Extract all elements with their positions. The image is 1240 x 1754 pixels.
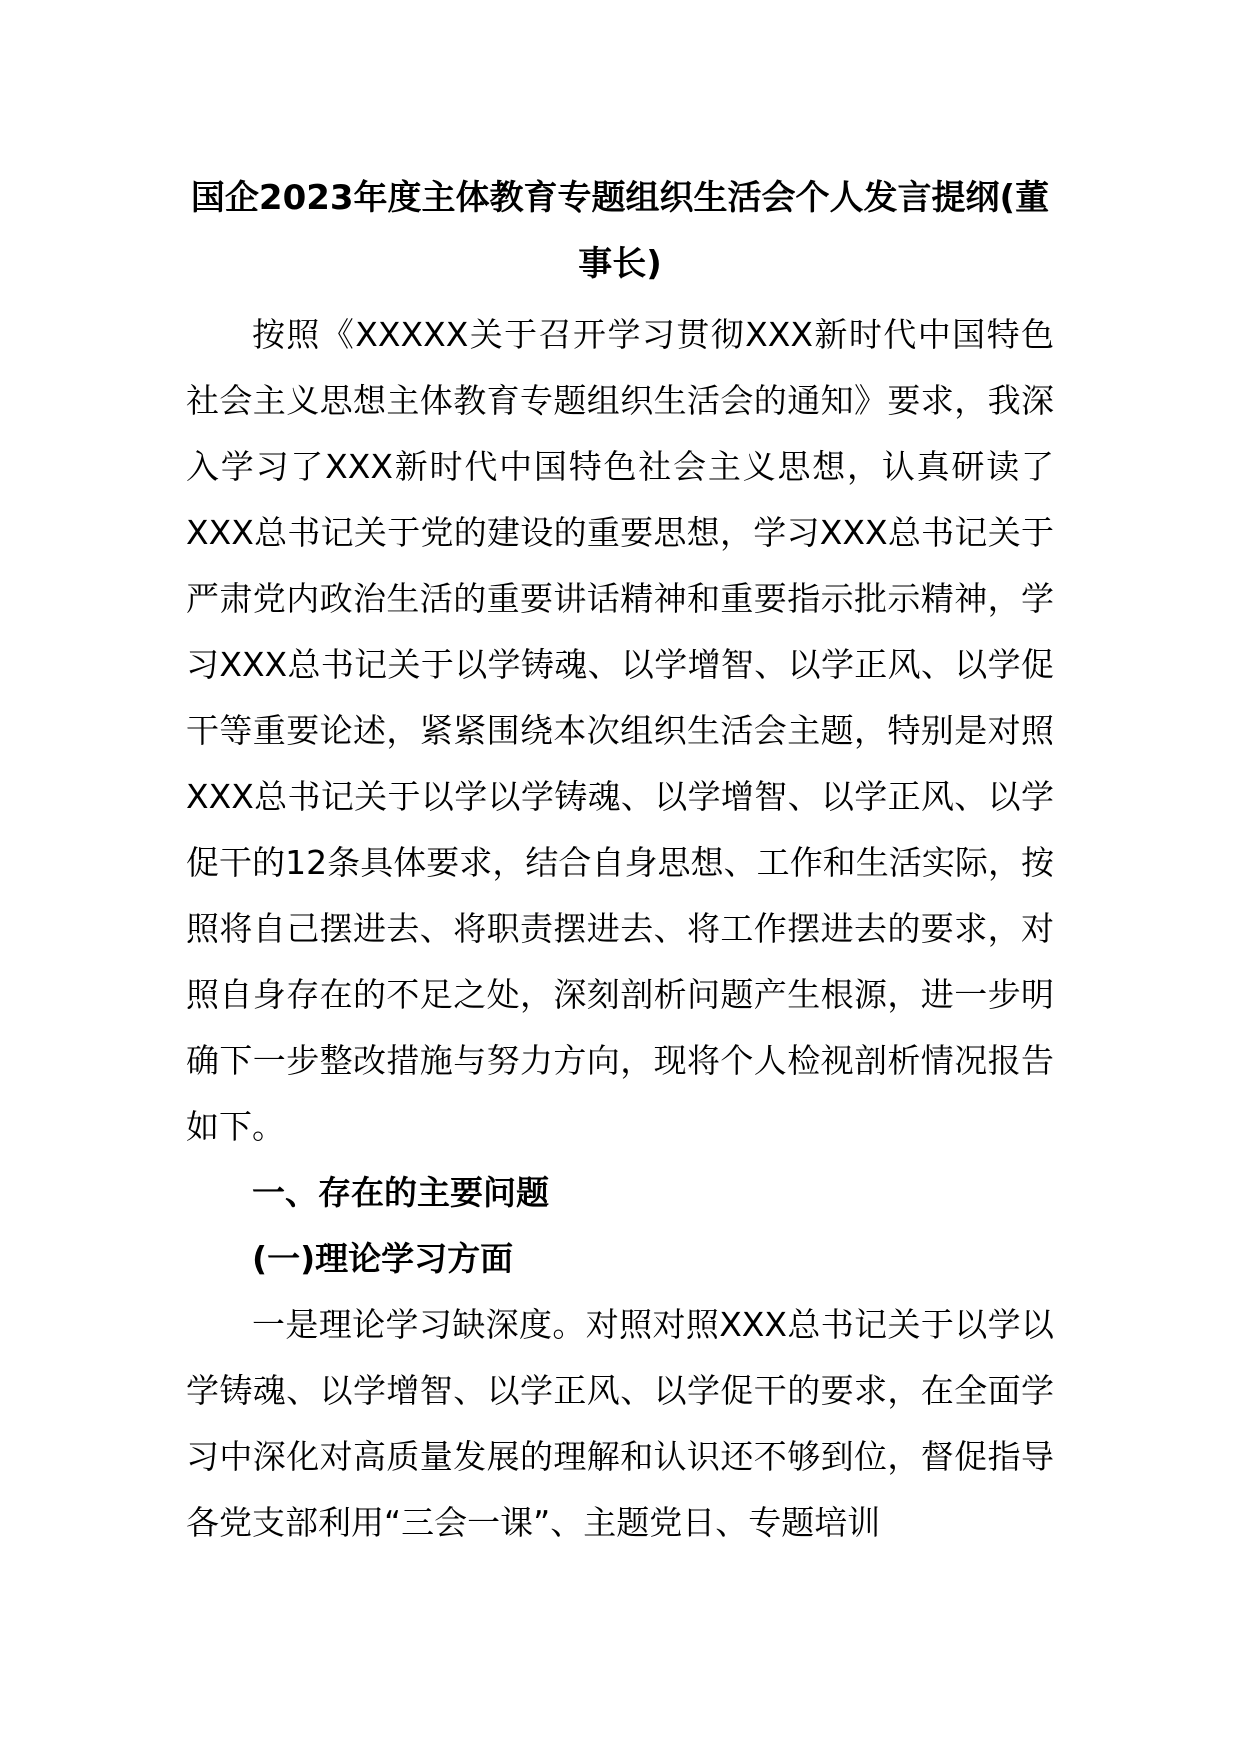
document-title: 国企2023年度主体教育专题组织生活会个人发言提纲(董事长)	[190, 178, 1050, 284]
document-body	[186, 302, 1054, 1556]
subsection-heading: (一)理论学习方面	[252, 1239, 514, 1278]
body-paragraph: 一是理论学习缺深度。对照对照XXX总书记关于以学以学铸魂、以学增智、以学正风、以学促干的要求，在全面学习中深化对高质量发展的理解和认识还不够到位，督促指导各党支部利用“三会一课”、主题党日、专题培训	[186, 1305, 1054, 1542]
intro-paragraph: 按照《XXXXX关于召开学习贯彻XXX新时代中国特色社会主义思想主体教育专题组织生活会的通知》要求，我深入学习了XXX新时代中国特色社会主义思想，认真研读了XXX总书记关于党的建设的重要思想，学习XXX总书记关于严肃党内政治生活的重要讲话精神和重要指示批示精神，学习XXX总书记关于以学铸魂、以学增智、以学正风、以学促干等重要论述，紧紧围绕本次组织生活会主题，特别是对照XXX总书记关于以学以学铸魂、以学增智、以学正风、以学促干的12条具体要求，结合自身思想、工作和生活实际，按照将自己摆进去、将职责摆进去、将工作摆进去的要求，对照自身存在的不足之处，深刻剖析问题产生根源，进一步明确下一步整改措施与努力方向，现将个人检视剖析情况报告如下。	[186, 315, 1054, 1146]
section-heading: 一、存在的主要问题	[252, 1173, 549, 1212]
